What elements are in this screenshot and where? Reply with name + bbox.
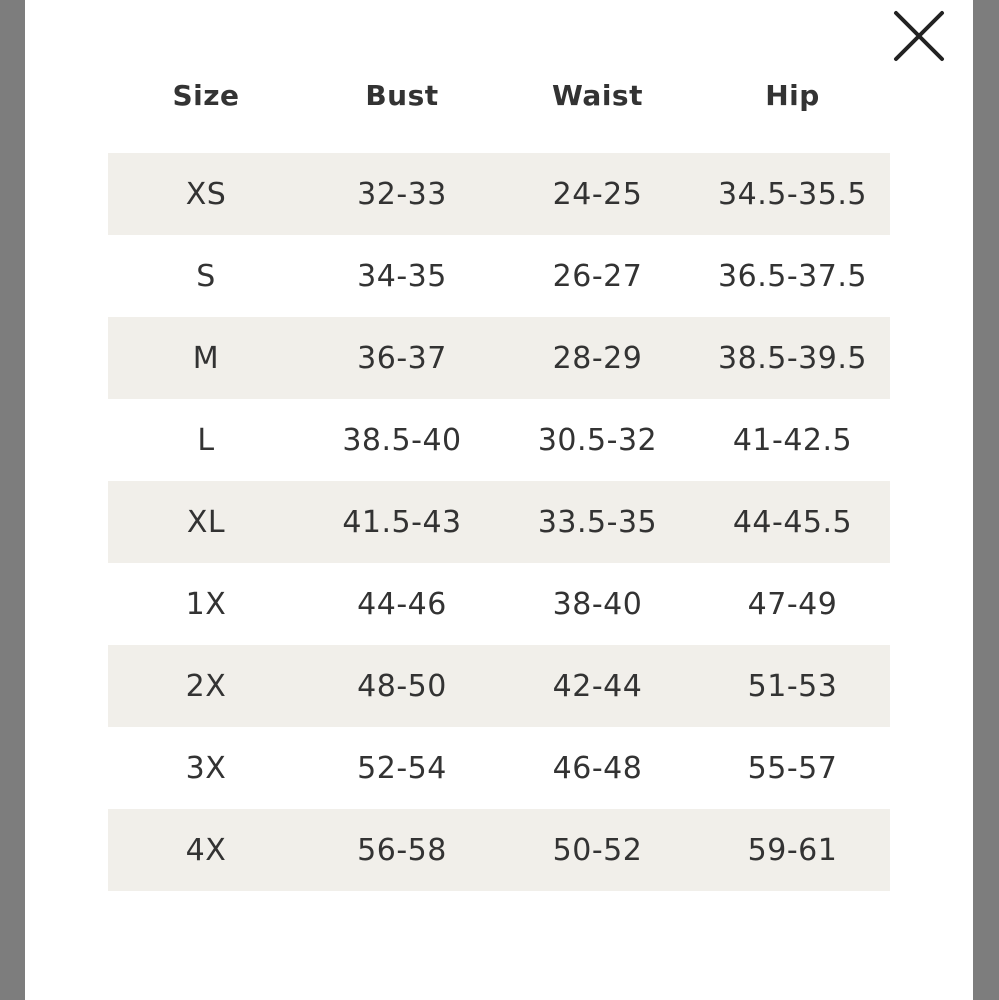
cell-size: L bbox=[108, 399, 304, 481]
cell-hip: 51-53 bbox=[695, 645, 890, 727]
size-chart-table bbox=[108, 55, 890, 891]
cell-waist: 46-48 bbox=[500, 727, 695, 809]
cell-size: XS bbox=[108, 153, 304, 235]
cell-bust: 36-37 bbox=[304, 317, 500, 399]
table-row bbox=[108, 481, 890, 563]
header-waist: Waist bbox=[552, 78, 643, 112]
cell-bust: 41.5-43 bbox=[304, 481, 500, 563]
close-icon bbox=[892, 9, 946, 63]
header-hip: Hip bbox=[765, 78, 820, 112]
table-row bbox=[108, 809, 890, 891]
cell-waist: 24-25 bbox=[500, 153, 695, 235]
cell-size: S bbox=[108, 235, 304, 317]
cell-hip: 47-49 bbox=[695, 563, 890, 645]
table-row bbox=[108, 235, 890, 317]
table-row bbox=[108, 645, 890, 727]
cell-size: 2X bbox=[108, 645, 304, 727]
table-row bbox=[108, 399, 890, 481]
cell-waist: 33.5-35 bbox=[500, 481, 695, 563]
cell-size: 3X bbox=[108, 727, 304, 809]
cell-size: 4X bbox=[108, 809, 304, 891]
cell-hip: 59-61 bbox=[695, 809, 890, 891]
table-header-row bbox=[108, 55, 890, 153]
cell-bust: 48-50 bbox=[304, 645, 500, 727]
cell-size: M bbox=[108, 317, 304, 399]
cell-size: 1X bbox=[108, 563, 304, 645]
cell-bust: 56-58 bbox=[304, 809, 500, 891]
header-size: Size bbox=[172, 78, 240, 112]
table-row bbox=[108, 727, 890, 809]
table-row bbox=[108, 317, 890, 399]
cell-hip: 36.5-37.5 bbox=[695, 235, 890, 317]
cell-waist: 26-27 bbox=[500, 235, 695, 317]
close-button[interactable] bbox=[891, 8, 947, 64]
cell-bust: 32-33 bbox=[304, 153, 500, 235]
cell-bust: 34-35 bbox=[304, 235, 500, 317]
cell-waist: 38-40 bbox=[500, 563, 695, 645]
cell-waist: 42-44 bbox=[500, 645, 695, 727]
cell-bust: 44-46 bbox=[304, 563, 500, 645]
size-chart-modal bbox=[25, 0, 973, 1000]
cell-waist: 30.5-32 bbox=[500, 399, 695, 481]
cell-hip: 55-57 bbox=[695, 727, 890, 809]
table-row bbox=[108, 153, 890, 235]
cell-size: XL bbox=[108, 481, 304, 563]
cell-hip: 44-45.5 bbox=[695, 481, 890, 563]
cell-hip: 38.5-39.5 bbox=[695, 317, 890, 399]
cell-waist: 28-29 bbox=[500, 317, 695, 399]
cell-hip: 34.5-35.5 bbox=[695, 153, 890, 235]
table-row bbox=[108, 563, 890, 645]
cell-hip: 41-42.5 bbox=[695, 399, 890, 481]
header-bust: Bust bbox=[365, 78, 439, 112]
cell-bust: 38.5-40 bbox=[304, 399, 500, 481]
cell-waist: 50-52 bbox=[500, 809, 695, 891]
cell-bust: 52-54 bbox=[304, 727, 500, 809]
